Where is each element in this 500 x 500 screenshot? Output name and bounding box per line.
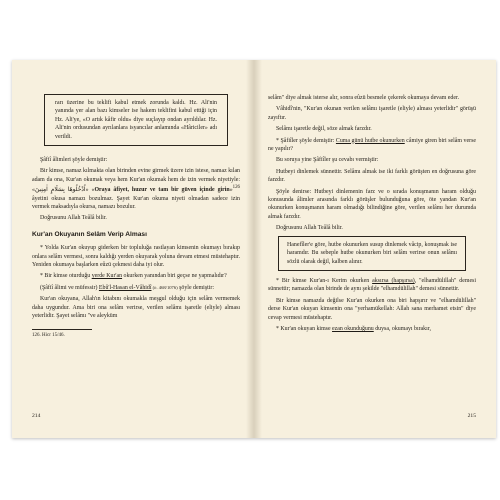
verse-translation: Oraya âfiyet, huzur ve tam bir güven içinde girin	[94, 187, 230, 194]
paragraph: Şâfiî âlimleri şöyle demiştir:	[40, 157, 108, 164]
boxed-note	[278, 236, 466, 271]
paragraph: Şöyle denirse: Hutbeyi dinlemenin farz ve o sırada konuşmanın haram olduğu konusunda âlimler arasında farklı görüşler bulunduğuna göre, öte yandan Kur'an okunurken konuşmanın haram olmadığı bilindiğine göre, verilen selâmı her durumda almak farzdır.	[268, 188, 476, 220]
paragraph: * Bir kimse oturduğu yerde Kur'an okurken yanından biri geçse ne yapmalıdır?	[40, 273, 227, 280]
right-page	[254, 60, 496, 438]
arabic-verse: «اُدْخُلُوهَا بِسَلَامٍ اٰمِنِينَ»	[32, 187, 89, 194]
paragraph: Selâmı işaretle değil, söze almak farzdır.	[276, 126, 372, 133]
paragraph: Kur'an okuyana, Allah'ın kitabını okumakla meşgul olduğu için selâm vermemek daha uygundur. Ama biri ona selâm verirse, verilen selâmı işaretle (eliyle) alması yeterlidir. Şayet selâmı "ve aleyküm	[32, 296, 240, 320]
page-number: 214	[32, 413, 41, 419]
left-page	[12, 60, 254, 438]
paragraph: selâm" diye almak isterse alır, sonra eûzü besmele çekerek okumaya devam eder.	[268, 95, 460, 101]
section-heading: Kur'an Okuyanın Selâm Verip Alması	[32, 230, 147, 238]
paragraph: Hutbeyi dinlemek sünnettir. Selâmı almak ise iki farklı görüşten en doğrusuna göre farzdır.	[268, 168, 476, 184]
paragraph: * Şâfiîler şöyle demiştir: Cuma günü hutbe okunurken câmiye giren biri selâm verse ne yapılır?	[268, 137, 476, 153]
paragraph: Bir kimse namazda değilse Kur'an okurken ona biri hapşırır ve "elhamdülillah" derse Kur'an okuyan kimsenin ona "yerhamükellah: Allah sana merhamet etsin" diye cevap vermesi müstehaptır.	[268, 297, 476, 321]
boxed-note	[44, 94, 228, 146]
paragraph: Vâhidî'nin, "Kur'an okunan verilen selâmı işaretle (eliyle) alması yeterlidir" görüşü zayıftır.	[268, 106, 476, 121]
boxed-note-text: rarı üzerine bu teklifi kabul etmek zorunda kaldı. Hz. Ali'nin yanında yer alan bazı kimseler ise hakem teklifini kabul ettiği için Hz. Ali'ye, «O artık kâfir oldu» diye suçlayıp ondan ayrıldılar. Hz. Ali'nin ordusundan ayrılanlara isyancılar anlamında «Hâriciler» adı verildi.	[55, 100, 217, 140]
paragraph: Bu soruya yine Şâfiîler şu cevabı vermiştir:	[276, 157, 379, 164]
open-book	[12, 60, 496, 438]
paragraph: Bir kimse, namaz kılmakta olan birinden evine girmek üzere izin istese, namaz kılan adam da ona, Kur'an okumak veya hem Kur'an okumak hem de izin vermek niyetiyle: «اُدْخُلُوهَا بِسَلَامٍ اٰمِنِينَ» «Oraya âfiyet, huzur ve tam bir güven içinde girin»$^{126}$ âyetini okusa namazı bozulmaz. Şayet Kur'an okuma niyeti olmadan sadece izin vermek maksadıyla okursa, namazı bozulur.	[32, 168, 240, 211]
paragraph: * Kur'an okuyan kimse ezan okunduğunu duysa, okumayı bırakır,	[276, 325, 431, 332]
footnote-divider	[32, 329, 92, 330]
paragraph: Doğrusunu Allah Teâlâ bilir.	[40, 215, 107, 222]
footnote: 126. Hicr 15/46.	[32, 332, 65, 338]
paragraph: * Yolda Kur'an okuyup giderken bir topluluğa rastlayan kimsenin okumayı bırakıp onlara selâm vermesi, sonra kaldığı yerden okuyarak yoluna devam etmesi müstehaptır. Yeniden okumaya başlarken eûzü çekmesi daha iyi olur.	[32, 245, 240, 269]
paragraph: (Şâfiî âlimi ve müfessir) Ebû'l-Hasan el-Vâhidî (ö. 468/1076) şöyle demiştir:	[40, 284, 214, 291]
page-number: 215	[467, 413, 476, 419]
footnote-ref: 126	[232, 185, 240, 191]
boxed-note-text: Hanefîler'e göre, hutbe okunurken susup dinlemek vâcip, konuşmak ise haramdır. Bu sebeple hutbe okunurken biri selâm verirse onun selâmı sözlü olarak değil, kalben alınır.	[287, 241, 457, 265]
paragraph: * Bir kimse Kur'an-ı Kerim okurken aksırsa (hapşırsa), "elhamdülillah" demesi sünnettir; namazda olan birinde de aynı şekilde "elhamdülillah" demesi sünnettir.	[268, 277, 476, 293]
paragraph: Doğrusunu Allah Teâlâ bilir.	[276, 225, 343, 232]
